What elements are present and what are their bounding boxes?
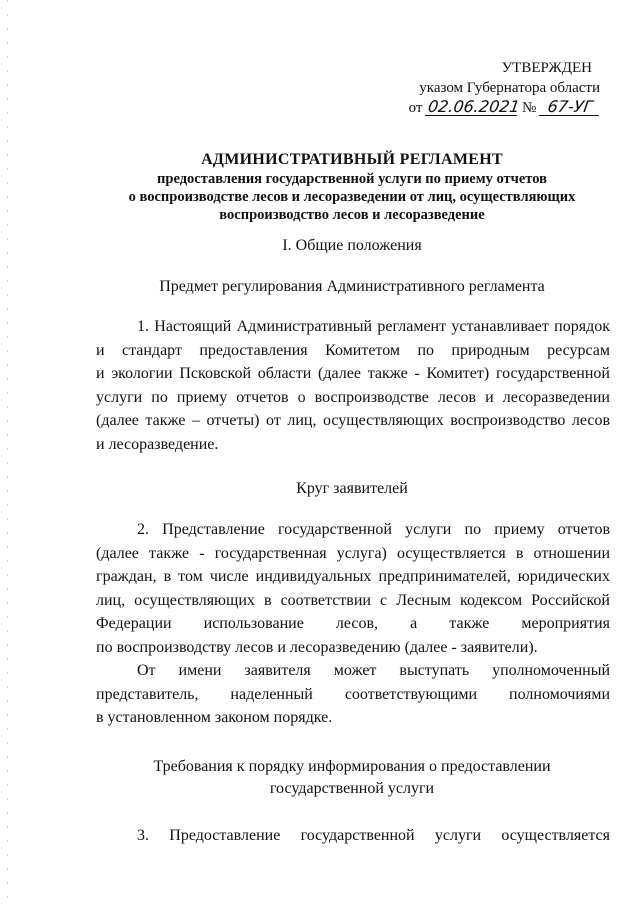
document-title-block	[90, 150, 614, 224]
paragraph-line: 3. Предоставление государственной услуги осуществляется	[137, 827, 610, 844]
paragraph-line: в установленном законом порядке.	[96, 709, 333, 726]
paragraph-line: и лесоразведение.	[96, 435, 219, 453]
approval-date: 02.06.2021	[426, 97, 522, 116]
info-heading-line: Требования к порядку информирования о предоставлении	[153, 758, 551, 775]
paragraph-1	[96, 315, 610, 456]
paragraph-line: Федерации использование лесов, а также мероприятия	[96, 615, 610, 632]
paragraph-line: 2. Представление государственной услуги по приему отчетов	[137, 521, 610, 538]
paragraph-3	[96, 659, 610, 730]
paragraph-line: От имени заявителя может выступать уполномоченный	[137, 662, 610, 679]
paragraph-line: 1. Настоящий Административный регламент устанавливает порядок	[137, 318, 610, 335]
paragraph-2	[96, 518, 610, 659]
info-heading	[90, 756, 614, 800]
section-heading: I. Общие положения	[282, 237, 422, 254]
paragraph-line: (далее также – отчеты) от лиц, осуществляющих воспроизводство лесов	[96, 412, 610, 429]
approval-date-line	[409, 98, 600, 118]
approval-title: УТВЕРЖДЕН	[501, 60, 592, 76]
applicants-heading: Круг заявителей	[296, 480, 408, 497]
document-title: АДМИНИСТРАТИВНЫЙ РЕГЛАМЕНТ	[201, 151, 503, 168]
paragraph-4	[96, 824, 610, 848]
paragraph-line: граждан, в том числе индивидуальных предпринимателей, юридических	[96, 568, 610, 585]
subject-heading: Предмет регулирования Административного регламента	[159, 278, 545, 295]
approval-decree: указом Губернатора области	[419, 80, 600, 96]
approval-number-label: №	[521, 100, 537, 116]
paragraph-line: (далее также - государственная услуга) осуществляется в отношении	[96, 544, 610, 562]
paragraph-line: и экологии Псковской области (далее также - Комитет) государственной	[96, 365, 610, 382]
approval-number: 67-УГ	[539, 99, 601, 116]
paragraph-line: и стандарт предоставления Комитетом по природным ресурсам	[96, 341, 610, 359]
document-subtitle-line: предоставления государственной услуги по приему отчетов	[157, 171, 547, 187]
paragraph-line: представитель, наделенный соответствующими полномочиями	[96, 685, 610, 703]
approval-stamp	[409, 58, 600, 118]
scan-margin-marks	[7, 0, 8, 905]
paragraph-line: лиц, осуществляющих в соответствии с Лесным кодексом Российской	[96, 591, 610, 609]
paragraph-line: услуги по приему отчетов о воспроизводстве лесов и лесоразведении	[96, 388, 610, 406]
document-subtitle-line: о воспроизводстве лесов и лесоразведении от лиц, осуществляющих	[128, 189, 576, 205]
paragraph-line: по воспроизводству лесов и лесоразведению (далее - заявители).	[96, 638, 538, 656]
approval-from-label: от	[408, 100, 423, 116]
info-heading-line: государственной услуги	[269, 780, 435, 797]
document-subtitle-line: воспроизводство лесов и лесоразведение	[219, 207, 485, 223]
